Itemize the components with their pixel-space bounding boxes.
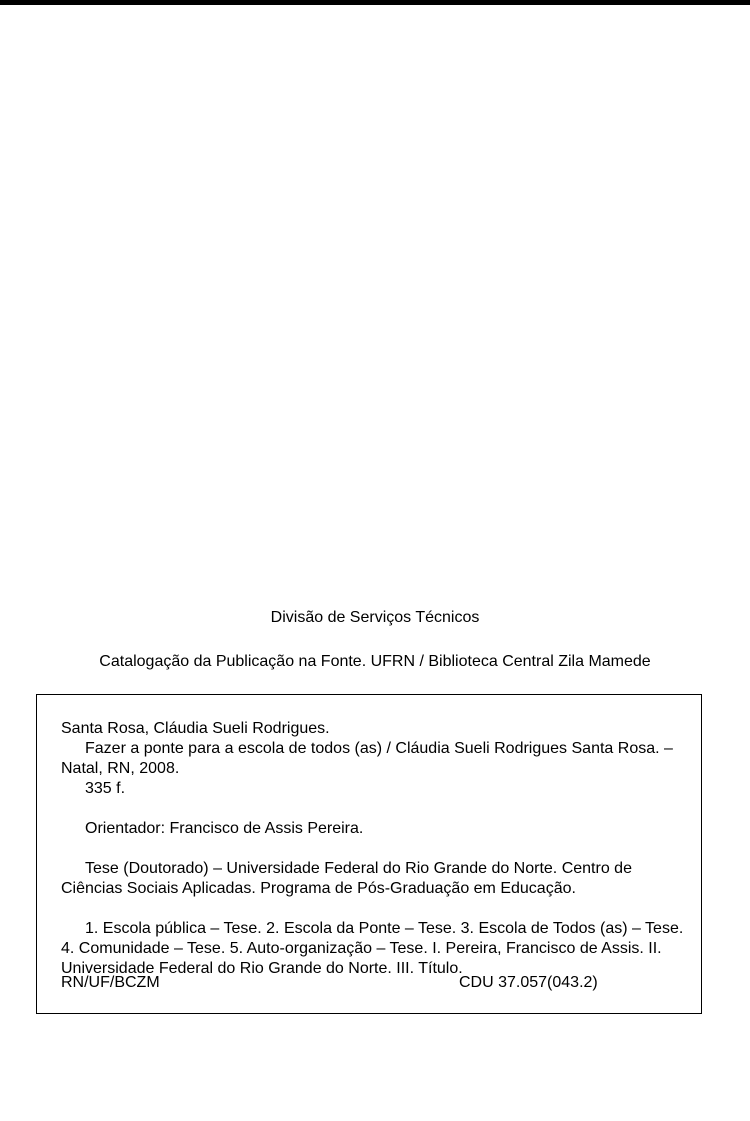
advisor-note: Orientador: Francisco de Assis Pereira. <box>85 820 364 837</box>
subject-headings: 1. Escola pública – Tese. 2. Escola da Ponte – Tese. 3. Escola de Todos (as) – Tese. 4. Comunidade – Tese. 5. Auto-organização – Tese. I. Pereira, Francisco de Assis. II. Universidade Federal do Rio Grande do Norte. III. Título. <box>61 920 684 977</box>
library-code: RN/UF/BCZM <box>61 974 160 991</box>
spacer <box>61 899 691 919</box>
catalog-source-heading: Catalogação da Publicação na Fonte. UFRN / Biblioteca Central Zila Mamede <box>99 653 651 670</box>
page-count: 335 f. <box>85 780 126 797</box>
author-entry: Santa Rosa, Cláudia Sueli Rodrigues. <box>61 720 330 737</box>
catalog-card <box>36 694 702 1014</box>
classification-row <box>61 973 681 993</box>
top-rule <box>0 0 750 5</box>
catalog-card-body <box>61 719 691 979</box>
thesis-note: Tese (Doutorado) – Universidade Federal do Rio Grande do Norte. Centro de Ciências Sociais Aplicadas. Programa de Pós-Graduação em Educação. <box>61 860 632 897</box>
title-statement: Fazer a ponte para a escola de todos (as) / Cláudia Sueli Rodrigues Santa Rosa. – Natal, RN, 2008. <box>61 740 673 777</box>
division-heading: Divisão de Serviços Técnicos <box>270 609 480 626</box>
spacer <box>61 839 691 859</box>
spacer <box>61 799 691 819</box>
cdu-code: CDU 37.057(043.2) <box>459 974 598 991</box>
